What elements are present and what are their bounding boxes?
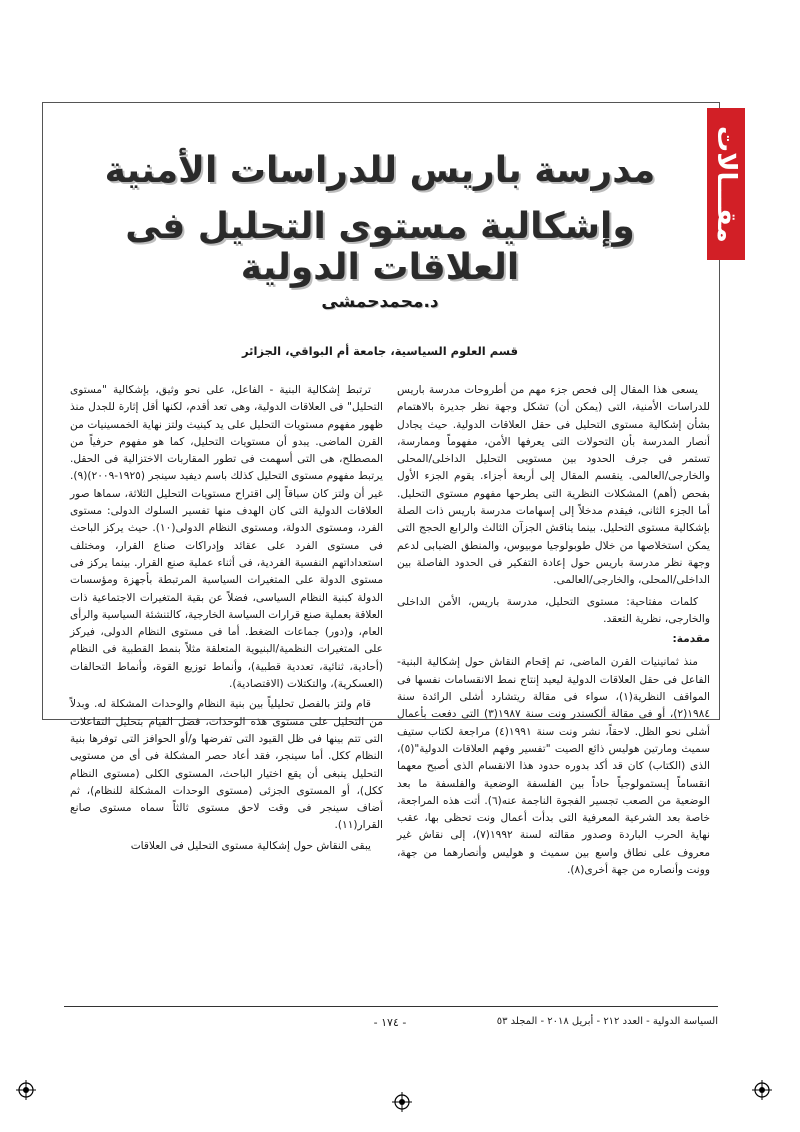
keywords: كلمات مفتاحية: مستوى التحليل، مدرسة باريس، الأمن الداخلى والخارجى، نظرية التعقد. xyxy=(397,595,710,625)
left-column xyxy=(70,382,383,858)
abstract-paragraph: يسعى هذا المقال إلى فحص جزء مهم من أطروحات مدرسة باريس للدراسات الأمنية، التى (يمكن أن) تشكل وجهة نظر جديرة بالاهتمام بشأن إشكالية مستوى التحليل فى حقل العلاقات الدولية. حيث يجادل أنصار المدرسة بأن التحولات التى يعرفها الأمن، مفهوماً وممارسة، تستمر فى جرف الحدود بين مستويى التحليل الداخلى/المحلى والخارجى/العالمى. ينقسم المقال إلى أربعة أجزاء. يقوم الجزء الأول بفحص (أهم) المشكلات النظرية التى يطرحها مفهوم مستوى التحليل. أما الجزء الثانى، فيقدم مدخلاً إلى إسهامات مدرسة باريس ذات الصلة بإشكالية مستوى التحليل. بينما يناقش الجزآن الثالث والرابع الحجج التى يمكن استخلاصها من خلال طوبولوجيا موبيوس، والمنطق الضبابى لدعم وجهة نظر مدرسة باريس حول إعادة التفكير فى الحدود الفاصلة بين الداخلى/المحلى، والخارجى/العالمى. xyxy=(397,384,710,587)
intro-paragraph: منذ ثمانينيات القرن الماضى، تم إقحام النقاش حول إشكالية البنية-الفاعل فى حقل العلاقات الدولية ليعيد إنتاج نمط الانقسامات نفسها فى المواقف النظرية(١)، سواء فى مقالة ريتشارد أشلى الرائدة سنة ١٩٨٤(٢)، أو فى مقالة ألكسندر ونت سنة ١٩٨٧(٣) التى دفعت بأعمال أشلى نحو الظل. لاحقاً، نشر ونت سنة ١٩٩١(٤) مراجعة لكتاب ستيف سميث ومارتين هوليس ذائع الصيت "تفسير وفهم العلاقات الدولية"(٥)، الذى (الكتاب) كان قد أكد بدوره حدود هذا الانقسام الذى أصبح معهما انقساماً إبستمولوجياً حاداً بين الفلسفة الوضعية والفلسفة ما بعد الوضعية من الصعب تجسير الفجوة الناجمة عنه(٦). أتت هذه المراجعة، خاصة بعد الشرعية المعرفية التى بدأت أعمال ونت تحظى بها، عقب نهاية الحرب الباردة وصدور مقالته لسنة ١٩٩٢(٧)، إلى نقاش غير معروف على نطاق واسع بين سميث و هوليس وأنصارهما من جهة، وونت وأنصاره من جهة أخرى(٨). xyxy=(397,656,711,877)
registration-mark-icon xyxy=(392,1092,412,1112)
article-title-line-2: وإشكالية مستوى التحليل فى العلاقات الدولية xyxy=(125,206,635,288)
author-name: د.محمدحمشى xyxy=(321,292,439,312)
footer-rule xyxy=(64,1006,718,1007)
registration-mark-icon xyxy=(752,1080,772,1100)
author-affiliation: قسم العلوم السياسية، جامعة أم البواقي، الجزائر xyxy=(242,344,518,358)
body-paragraph-2: قام ولتز بالفصل تحليلياً بين بنية النظام والوحدات المشكلة له. وبدلاً من التحليل على مستوى هذه الوحدات، فضل القيام بتحليل التفاعلات التى تتم بينها فى ظل القيود التى تفرضها و/أو الحوافز التى توفرها بنية النظام ككل. أما سينجر، فقد أعاد حصر المشكلة فى أى من مستويى التحليل ينبغى أن يقع اختيار الباحث، المستوى الكلى (مستوى النظام ككل)، أو المستوى الجزئى (مستوى الوحدات المشكلة للنظام)، ثم أضاف سينجر فى وقت لاحق مستوى ثالثاً سماه مستوى صانع القرار(١١). xyxy=(70,698,383,832)
page-number: - ١٧٤ - xyxy=(373,1016,407,1029)
journal-info: السياسة الدولية - العدد ٢١٢ - أبريل ٢٠١٨ - المجلد ٥٣ xyxy=(496,1016,718,1027)
right-column xyxy=(397,382,710,882)
body-paragraph-1: ترتبط إشكالية البنية - الفاعل، على نحو وثيق، بإشكالية "مستوى التحليل" فى العلاقات الدولية، وهى تعد أقدم، لكنها أقل إثارة للجدل منذ ظهور مفهوم مستويات التحليل على يد كينيث ولتز نهاية الخمسينيات من القرن الماضى. يبدو أن مستويات التحليل، كما هو مفهوم حرفياً من المصطلح، هى التى أسهمت فى تطور المقاربات الاختزالية فى الحقل. يرتبط مفهوم مستوى التحليل كذلك باسم ديفيد سينجر (١٩٢٥-٢٠٠٩)(٩). غير أن ولتز كان سباقاً إلى اقتراح مستويات التحليل الثلاثة، سماها صور العلاقات الدولية التى كان الهدف منها تفسير السلوك الدولى: مستوى الفرد، ومستوى الدولة، ومستوى النظام الدولى(١٠). حيث يركز الباحث فى مستوى الفرد على عقائد وإدراكات صناع القرار، ومختلف استعداداتهم النفسية الفردية، فى أثناء عملية صنع القرار. بينما يركز فى مستوى الدولة على المتغيرات السياسية المرتبطة بأجهزة ومؤسسات الدولة كبنية النظام السياسى، فضلاً عن بقية المتغيرات الاجتماعية ذات العلاقة بعملية صنع قرارات السياسة الخارجية، كالتنشئة السياسية والرأى العام، و(دور) جماعات الضغط. أما فى مستوى النظام الدولى، فيركز على المتغيرات النظمية/البنيوية المتعلقة مثلاً بنمط القطبية فى النظام (أحادية، ثنائية، تعددية قطبية)، وأنماط توزيع القوة، وأنماط التحالفات (العسكرية)، والتكتلات (الاقتصادية). xyxy=(70,384,384,691)
section-tab-label: مقـــالات xyxy=(711,125,741,243)
registration-mark-icon xyxy=(16,1080,36,1100)
section-tab xyxy=(707,108,745,260)
article-title-line-1: مدرسة باريس للدراسات الأمنية xyxy=(104,150,656,191)
intro-heading: مقدمة: xyxy=(672,633,710,646)
body-paragraph-3: يبقى النقاش حول إشكالية مستوى التحليل فى العلاقات xyxy=(130,839,371,852)
